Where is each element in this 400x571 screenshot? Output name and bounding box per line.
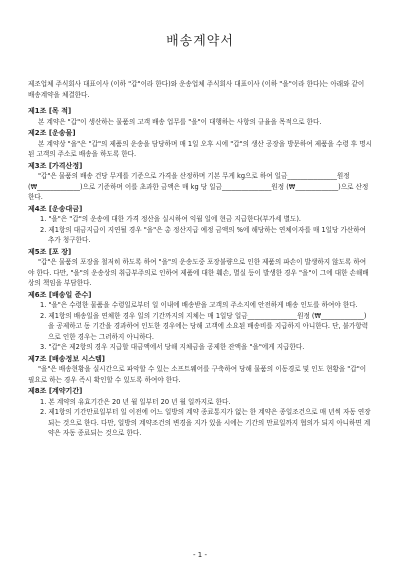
article-clause: 2. 제1항의 대금지급이 지연될 경우 "을"은 총 정산지급 예정 금액의 %에 해당하는 연체이자를 매 1일당 가산하여 추가 청구한다. (40, 225, 366, 244)
article-clause: 2. 제1항의 기간만료일부터 일 이전에 어느 일방의 계약 종료통지가 없는 한 계약은 종일조건으로 매 년씩 자동 연장되는 것으로 한다. 다만, 일방의 계약조건의 변경을 지가 있을 시에는 기간의 만료일까지 협의가 되지 아니하면 계약은 자동 종료되는 것으로 한다. (40, 408, 371, 437)
article-clause: 1. "을"은 수령한 물품을 수령일로부터 일 이내에 배송받을 고객의 주소지에 안전하게 배송 인도를 하여야 한다. (40, 301, 358, 309)
intro-paragraph: 제조업체 주식회사 대표이사 (이하 "갑"이라 한다)와 운송업체 주식회사 대표이사 (이하 "을"이라 한다)는 아래와 같이 배송계약을 체결한다. (28, 80, 365, 99)
article-clause: 1. "을"은 "갑"의 운송에 대한 가격 정산을 실시하여 익월 일에 현금 지급한다(부가세 별도). (40, 215, 302, 223)
article-heading: 제4조 [운송대금] (28, 204, 83, 213)
article-paragraph: "을"은 배송현황을 실시간으로 파악할 수 있는 소프트웨어를 구축하여 당해 물품의 이동경로 및 인도 현황을 "갑"이 필요로 하는 경우 즉시 확인할 수 있도록 하여야 한다. (28, 365, 367, 384)
article-clause: 1. 본 계약의 유효기간은 20 년 월 일부터 20 년 월 일까지로 한다. (40, 397, 231, 406)
article-paragraph: 본 계약상 "을"은 "갑"의 제품의 운송을 담당하며 매 1일 오후 시에 "갑"의 생산 공장을 방문하여 제품을 수령 후 명시된 고객의 주소로 배송을 하도록 한다. (28, 139, 373, 158)
article-4 (28, 204, 372, 246)
article-3 (28, 161, 372, 203)
article-2 (28, 128, 372, 160)
article-paragraph: "갑"은 물품의 포장을 철저히 하도록 하여 "을"의 운송도중 포장불량으로 인한 제품의 파손이 발생하지 않도록 하여야 한다. 다만, "을"의 운송상의 취급부주의로 인하여 제품에 대한 훼손, 멸실 등이 발생한 경우 "을"이 그에 대한 손해배상의 책임을 부담한다. (28, 258, 369, 287)
articles-container (28, 106, 372, 439)
article-paragraph: 본 계약은 "갑"이 생산하는 물품의 고객 배송 업무를 "을"이 대행하는 사항의 규율을 목적으로 한다. (38, 117, 322, 126)
document-title: 배송계약서 (166, 34, 234, 49)
article-clause: 2. 제1항의 배송일을 연체한 경우 일의 기간까지의 지체는 매 1일당 일금_______________원정 (₩_____________)을 공제하고 동 기간을 경과하여 인도한 경우에는 당해 고객에 소요된 배송비를 지급하지 아니한다. 단, 불가항력으로 인한 경우는 그러하지 아니하다. (40, 311, 369, 341)
article-8 (28, 386, 372, 439)
article-heading: 제2조 [운송물] (28, 129, 76, 137)
article-heading: 제5조 [포 장] (28, 247, 72, 256)
article-heading: 제3조 [가격산정] (28, 161, 83, 170)
article-heading: 제7조 [배송정보 시스템] (28, 354, 106, 363)
article-7 (28, 354, 372, 386)
article-heading: 제8조 [계약기간] (28, 387, 83, 395)
page-number: - 1 - (193, 551, 207, 559)
article-5 (28, 247, 372, 289)
article-heading: 제6조 [배송일 준수] (28, 290, 92, 299)
article-6 (28, 290, 372, 353)
article-1 (28, 106, 372, 127)
article-clause: 3. "갑"은 제2항의 경우 지급할 대금액에서 당해 지체금을 공제한 잔액을 "을"에게 지급한다. (40, 343, 305, 351)
article-paragraph: "갑"은 물품의 배송 건당 무게를 기준으로 가격을 산정하며 기본 무게 kg으로 하여 일금_______________원정 (₩_____________)으로 기준하며 이를 초과한 금액은 매 kg 당 일금_______________원정 (₩_____________)으로 산정한다. (28, 172, 369, 201)
article-heading: 제1조 [목 적] (28, 107, 72, 115)
